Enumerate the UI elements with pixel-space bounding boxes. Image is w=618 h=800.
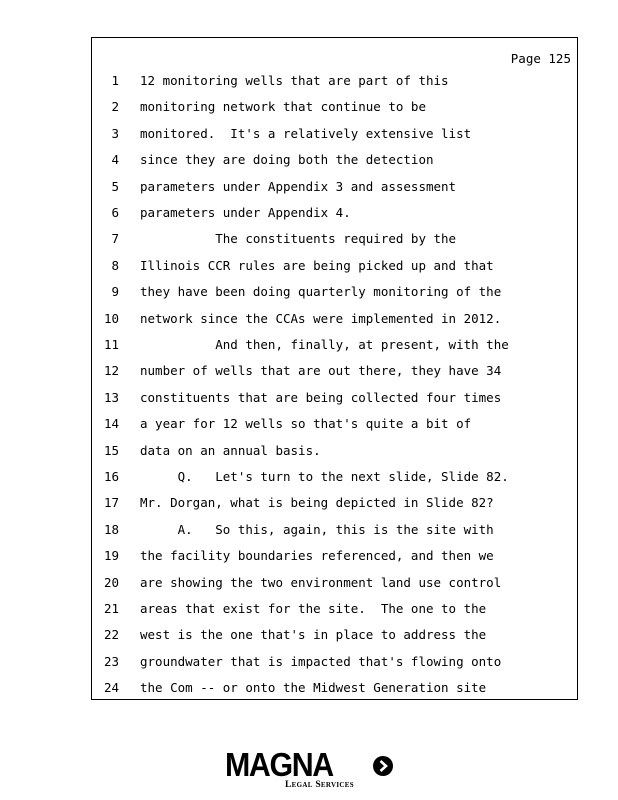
line-text: number of wells that are out there, they have 34	[140, 363, 502, 379]
page-number: Page 125	[510, 51, 571, 66]
transcript-line	[92, 575, 577, 591]
line-text: monitored. It's a relatively extensive list	[140, 125, 472, 141]
line-number: 6	[111, 205, 119, 220]
line-number: 22	[103, 627, 119, 643]
transcript-line	[92, 363, 577, 379]
transcript-line	[92, 258, 577, 274]
line-text: constituents that are being collected four times	[140, 389, 502, 405]
transcript-line	[92, 390, 577, 406]
transcript-line	[92, 73, 577, 89]
line-text: The constituents required by the	[140, 231, 457, 247]
transcript-line	[92, 231, 577, 247]
line-text: data on an annual basis.	[140, 442, 321, 458]
line-number: 23	[103, 653, 119, 669]
line-number: 3	[111, 125, 119, 141]
line-number: 7	[111, 231, 119, 247]
line-number: 11	[103, 337, 119, 352]
line-number: 19	[103, 548, 119, 564]
transcript-line	[92, 548, 577, 564]
line-number: 14	[103, 416, 119, 432]
transcript-line	[92, 99, 577, 115]
line-text: Illinois CCR rules are being picked up and that	[140, 257, 494, 273]
transcript-line	[92, 469, 577, 485]
line-number: 21	[103, 601, 119, 616]
line-number: 15	[103, 442, 119, 458]
transcript-line	[92, 627, 577, 643]
transcript-line	[92, 337, 577, 353]
line-number: 20	[103, 574, 119, 590]
transcript-line	[92, 311, 577, 327]
line-number: 17	[103, 495, 119, 511]
line-number: 5	[111, 178, 119, 194]
line-text: Q. Let's turn to the next slide, Slide 82.	[140, 469, 509, 484]
line-text: Mr. Dorgan, what is being depicted in Slide 82?	[140, 495, 494, 511]
line-number: 9	[111, 284, 119, 300]
line-text: network since the CCAs were implemented in 2012.	[140, 310, 502, 326]
line-number: 13	[103, 389, 119, 405]
line-text: 12 monitoring wells that are part of this	[140, 73, 449, 88]
line-text: parameters under Appendix 4.	[140, 205, 351, 220]
transcript-line	[92, 284, 577, 300]
line-number: 4	[111, 152, 119, 168]
transcript-line	[92, 152, 577, 168]
line-number: 8	[111, 257, 119, 273]
transcript-line	[92, 126, 577, 142]
line-text: the Com -- or onto the Midwest Generation site	[140, 680, 487, 696]
line-number: 1	[111, 73, 119, 88]
line-number: 10	[103, 310, 119, 326]
line-text: And then, finally, at present, with the	[140, 337, 509, 352]
line-number: 12	[103, 363, 119, 379]
line-text: since they are doing both the detection	[140, 152, 434, 168]
line-text: monitoring network that continue to be	[140, 99, 426, 115]
transcript-line	[92, 205, 577, 221]
line-text: are showing the two environment land use control	[140, 574, 502, 590]
chevron-right-circle-icon	[373, 756, 393, 776]
transcript-line	[92, 680, 577, 696]
transcript-line	[92, 416, 577, 432]
line-text: west is the one that's in place to address the	[140, 627, 487, 643]
line-text: a year for 12 wells so that's quite a bit of	[140, 416, 472, 432]
line-text: parameters under Appendix 3 and assessment	[140, 178, 457, 194]
line-number: 18	[103, 521, 119, 537]
line-text: areas that exist for the site. The one to the	[140, 601, 487, 616]
logo-subtitle: Legal Services	[285, 780, 354, 790]
line-number: 2	[111, 99, 119, 115]
transcript-line	[92, 654, 577, 670]
line-number: 24	[103, 680, 119, 696]
logo-wordmark: MAGNA	[225, 746, 333, 783]
transcript-line	[92, 495, 577, 511]
transcript-line	[92, 601, 577, 617]
transcript-page	[91, 37, 578, 700]
magna-logo	[225, 748, 395, 792]
transcript-line	[92, 179, 577, 195]
line-text: the facility boundaries referenced, and then we	[140, 548, 494, 564]
transcript-line	[92, 522, 577, 538]
line-number: 16	[103, 469, 119, 484]
transcript-line	[92, 443, 577, 459]
line-text: A. So this, again, this is the site with	[140, 521, 494, 537]
line-text: they have been doing quarterly monitoring of the	[140, 284, 502, 300]
line-text: groundwater that is impacted that's flowing onto	[140, 653, 502, 669]
